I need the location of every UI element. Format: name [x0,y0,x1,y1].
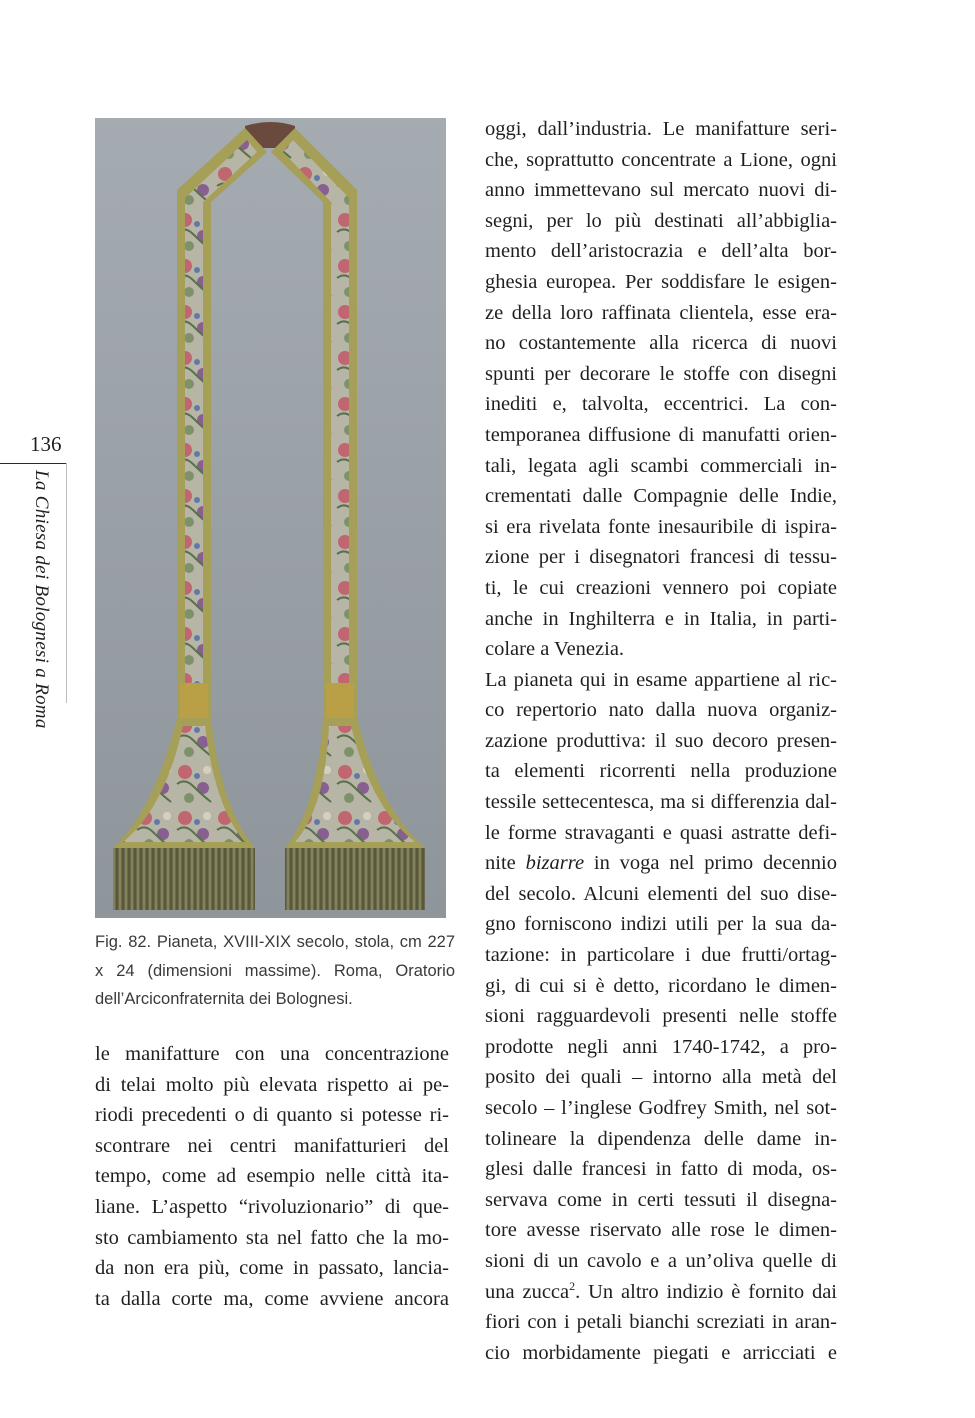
text-line: anche in Inghilterra e in Italia, in parti- [485,607,837,630]
text-line: zazione produttiva: il suo decoro presen- [485,729,837,752]
text-line: crementati dalle Compagnie delle Indie, [485,485,837,508]
right-column-text [485,114,837,1368]
text-line: tessile settecentesca, ma si differenzia dal- [485,791,837,814]
text-line: del secolo. Alcuni elementi del suo dise- [485,882,837,905]
text-line: gi, di cui si è detto, ricordano le dimen- [485,974,837,997]
text-line: riodi precedenti o di quanto si potesse ri- [95,1104,449,1127]
text-line: posito dei quali – intorno alla metà del [485,1066,837,1089]
text-line: tolineare la dipendenza delle dame in- [485,1127,837,1150]
text-line: inediti e, talvolta, eccentrici. La con- [485,393,837,416]
text-line: temporanea diffusione di manufatti orien- [485,423,837,446]
text-line: una zucca$^2$. Un altro indizio è fornito dai [485,1278,837,1303]
text-line: zione per i disegnatori francesi di tessu- [485,546,837,569]
text-line: glesi dalle francesi in fatto di moda, os- [485,1158,837,1181]
text-line: scontrare nei centri manifatturieri del [95,1134,449,1157]
page-number-rule [0,463,66,464]
text-line: servava come in certi tessuti il disegna- [485,1188,837,1211]
text-line: tempo, come ad esempio nelle città ita- [95,1165,449,1188]
text-line: di telai molto più elevata rispetto ai pe- [95,1073,449,1096]
text-line: ghesia europea. Per soddisfare le esigen- [485,270,837,293]
text-line: no costantemente alla ricerca di nuovi [485,332,837,355]
text-line: cio morbidamente piegati e arricciati e [485,1341,837,1364]
caption-line: x 24 (dimensioni massime). Roma, Oratorio [95,961,455,980]
running-title: La Chiesa dei Bolognesi a Roma [31,470,52,729]
left-column-text [95,1039,449,1314]
figure-caption [95,928,455,1014]
text-line: sioni di un cavolo e a un’oliva quelle di [485,1249,837,1272]
text-line: colare a Venezia. [485,638,625,661]
stole-photo [95,118,446,918]
text-line: mento dell’aristocrazia e dell’alta bor- [485,240,837,263]
text-line: La pianeta qui in esame appartiene al ric- [485,668,837,691]
text-line: ti, le cui creazioni vennero poi copiate [485,576,837,599]
text-line: da non era più, come in passato, lancia- [95,1257,449,1280]
caption-line: dell’Arciconfraternita dei Bolognesi. [95,990,353,1008]
text-line: co repertorio nato dalla nuova organiz- [485,699,837,722]
margin-divider [66,463,67,703]
text-line: sioni ragguardevoli presenti nelle stoffe [485,1005,837,1028]
caption-line: Fig. 82. Pianeta, XVIII-XIX secolo, stola, cm 227 [95,933,455,951]
text-line: le forme stravaganti e quasi astratte defi- [485,821,837,844]
text-line: si era rivelata fonte inesauribile di ispira- [485,515,837,538]
page-number: 136 [30,432,62,456]
text-line: spunti per decorare le stoffe con disegni [485,362,837,385]
text-line: tali, legata agli scambi commerciali in- [485,454,837,477]
text-line: sto cambiamento sta nel fatto che la mo- [95,1226,449,1249]
text-line: secolo – l’inglese Godfrey Smith, nel sot- [485,1097,837,1119]
text-line: nite bizarre in voga nel primo decennio [485,852,837,875]
text-line: liane. L’aspetto “rivoluzionario” di que- [95,1195,449,1218]
text-line: tazione: in particolare i due frutti/ortag- [485,944,837,967]
text-line: ta dalla corte ma, come avviene ancora [95,1287,449,1310]
text-line: le manifatture con una concentrazione [95,1043,449,1065]
footnote-ref: 2 [569,1278,576,1293]
text-line: fiori con i petali bianchi screziati in aran- [485,1311,837,1334]
text-line: anno immettevano sul mercato nuovi di- [485,179,837,202]
text-line: ta elementi ricorrenti nella produzione [485,760,837,783]
text-line: prodotte negli anni 1740-1742, a pro- [485,1035,837,1058]
text-line: tore avesse riservato alle rose le dimen- [485,1219,837,1242]
text-line: segni, per lo più destinati all’abbiglia- [485,209,837,232]
text-line: oggi, dall’industria. Le manifatture seri- [485,118,837,140]
text-line: gno forniscono indizi utili per la sua da- [485,913,837,936]
text-line: ze della loro raffinata clientela, esse era- [485,301,837,324]
text-line: che, soprattutto concentrate a Lione, ogni [485,148,837,171]
